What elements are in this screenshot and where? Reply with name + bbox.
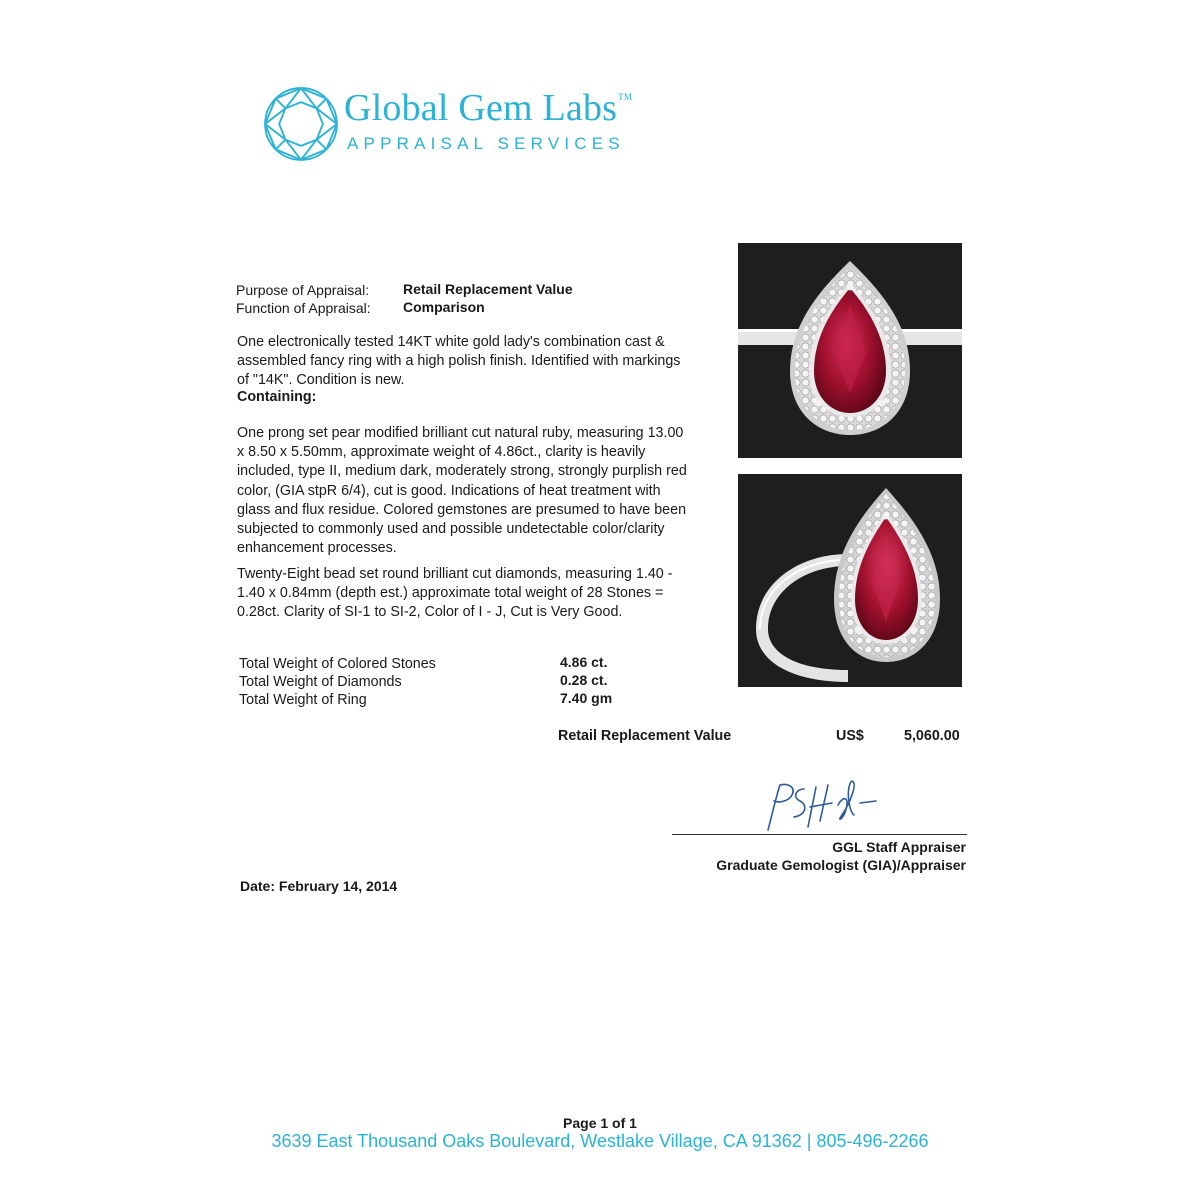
valuation-currency: US$: [836, 728, 864, 744]
brand-tagline: APPRAISAL SERVICES: [347, 134, 625, 153]
total-colored-stones-label: Total Weight of Colored Stones: [239, 656, 436, 672]
valuation-label: Retail Replacement Value: [558, 728, 732, 744]
appraiser-signature: [758, 775, 888, 835]
page-number: Page 1 of 1: [563, 1115, 637, 1131]
total-diamonds-value: 0.28 ct.: [560, 672, 608, 688]
valuation-amount: 5,060.00: [904, 728, 960, 744]
footer-address: 3639 East Thousand Oaks Boulevard, Westlake Village, CA 91362 | 805-496-2266: [271, 1131, 929, 1151]
ring-photo-angled: [738, 474, 962, 687]
total-ring-label: Total Weight of Ring: [239, 692, 367, 708]
total-ring-value: 7.40 gm: [560, 690, 613, 706]
signer-title: GGL Staff Appraiser: [832, 839, 966, 855]
signer-credentials: Graduate Gemologist (GIA)/Appraiser: [716, 857, 966, 873]
signature-line: [672, 834, 967, 835]
total-colored-stones-value: 4.86 ct.: [560, 654, 608, 670]
diamond-icon: [262, 85, 340, 163]
function-label: Function of Appraisal:: [236, 300, 371, 316]
containing-heading: Containing:: [237, 389, 317, 405]
trademark: TM: [618, 92, 633, 102]
ring-photo-top: [738, 243, 962, 458]
item-description: One electronically tested 14KT white gold lady's combination cast & assembled fancy ring with a high polish finish. Identified with markings of "14K". Condition is new.: [237, 334, 681, 389]
function-value: Comparison: [403, 299, 485, 315]
purpose-value: Retail Replacement Value: [403, 281, 573, 297]
total-diamonds-label: Total Weight of Diamonds: [239, 674, 402, 690]
diamond-description: Twenty-Eight bead set round brilliant cut diamonds, measuring 1.40 - 1.40 x 0.84mm (depth est.) approximate total weight of 28 Stones = 0.28ct. Clarity of SI-1 to SI-2, Color of I - J, Cut is Very Good.: [237, 566, 673, 621]
appraisal-date: Date: February 14, 2014: [240, 878, 398, 894]
ruby-description: One prong set pear modified brilliant cut natural ruby, measuring 13.00 x 8.50 x 5.50mm, approximate weight of 4.86ct., clarity is heavily included, type II, medium dark, moderately strong, strongly purplish red color, (GIA stpR 6/4), cut is good. Indications of heat treatment with glass and flux residue. Colored gemstones are presumed to have been subjected to commonly used and possible undetectable color/clarity enhancement processes.: [237, 425, 687, 557]
brand-name: Global Gem Labs™: [344, 87, 633, 129]
purpose-label: Purpose of Appraisal:: [236, 282, 370, 298]
